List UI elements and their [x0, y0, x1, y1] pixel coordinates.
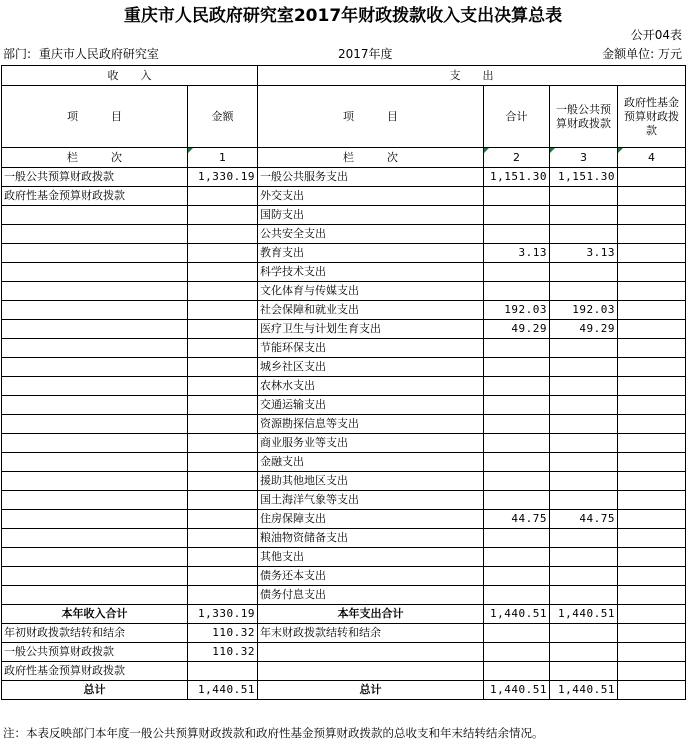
expense-fund-cell	[618, 168, 686, 187]
income-item-cell	[2, 225, 188, 244]
expense-total-cell	[484, 548, 550, 567]
income-amount-cell	[188, 187, 258, 206]
expense-fund-cell	[618, 320, 686, 339]
unit-value: 万元	[657, 47, 682, 61]
table-row	[2, 225, 686, 244]
expense-general-cell	[550, 453, 618, 472]
general-budget-header: 一般公共预算财政拨款	[550, 86, 618, 148]
cell-marker-icon	[484, 148, 489, 153]
expense-fund-cell	[618, 548, 686, 567]
carry-in-fund-row	[2, 662, 686, 681]
table-row	[2, 339, 686, 358]
expense-fund-cell	[618, 472, 686, 491]
expense-total-fund	[618, 605, 686, 624]
expense-item-cell: 外交支出	[258, 187, 484, 206]
income-item-header: 项 目	[2, 86, 188, 148]
table-row	[2, 244, 686, 263]
expense-item-cell: 金融支出	[258, 453, 484, 472]
expense-item-cell: 社会保障和就业支出	[258, 301, 484, 320]
expense-fund-cell	[618, 491, 686, 510]
empty-cell	[484, 662, 550, 681]
income-amount-cell	[188, 586, 258, 605]
expense-total-cell	[484, 339, 550, 358]
table-row	[2, 206, 686, 225]
expense-item-cell: 债务付息支出	[258, 586, 484, 605]
income-item-cell: 政府性基金预算财政拨款	[2, 187, 188, 206]
expense-total-cell: 44.75	[484, 510, 550, 529]
grand-total-right-general: 1,440.51	[550, 681, 618, 700]
expense-total-cell	[484, 225, 550, 244]
expense-general-cell	[550, 567, 618, 586]
expense-general-cell: 3.13	[550, 244, 618, 263]
expense-total-cell	[484, 529, 550, 548]
expense-item-header: 项 目	[258, 86, 484, 148]
expense-general-cell	[550, 282, 618, 301]
expense-general-cell: 49.29	[550, 320, 618, 339]
income-amount-cell	[188, 244, 258, 263]
income-item-cell	[2, 377, 188, 396]
header-row-columns	[2, 86, 686, 148]
expense-total-cell	[484, 396, 550, 415]
unit-label: 金额单位:	[602, 47, 655, 61]
grand-total-label-right: 总计	[258, 681, 484, 700]
expense-fund-cell	[618, 529, 686, 548]
income-item-cell	[2, 548, 188, 567]
grand-total-label-left: 总计	[2, 681, 188, 700]
expense-general-cell	[550, 491, 618, 510]
expense-general-cell	[550, 263, 618, 282]
table-row	[2, 529, 686, 548]
income-item-cell	[2, 396, 188, 415]
income-item-cell	[2, 434, 188, 453]
expense-total-cell: 3.13	[484, 244, 550, 263]
carry-out-label: 年末财政拨款结转和结余	[258, 624, 484, 643]
expense-fund-cell	[618, 339, 686, 358]
expense-item-cell: 公共安全支出	[258, 225, 484, 244]
income-item-cell	[2, 263, 188, 282]
table-row	[2, 472, 686, 491]
carry-out-total	[484, 624, 550, 643]
table-row	[2, 491, 686, 510]
table-row	[2, 187, 686, 206]
income-item-cell	[2, 453, 188, 472]
expense-total-cell	[484, 206, 550, 225]
income-amount-cell	[188, 396, 258, 415]
expense-header: 支 出	[258, 66, 686, 86]
table-row	[2, 282, 686, 301]
income-item-cell	[2, 472, 188, 491]
income-header: 收 入	[2, 66, 258, 86]
expense-total-cell	[484, 415, 550, 434]
expense-general-cell	[550, 415, 618, 434]
department-label: 部门:	[3, 47, 32, 61]
table-row	[2, 510, 686, 529]
expense-fund-cell	[618, 396, 686, 415]
table-row	[2, 586, 686, 605]
income-item-cell	[2, 529, 188, 548]
income-item-cell	[2, 491, 188, 510]
table-row	[2, 320, 686, 339]
expense-total-cell	[484, 377, 550, 396]
expense-total-cell: 192.03	[484, 301, 550, 320]
form-number: 公开04表	[630, 28, 682, 42]
income-item-cell	[2, 339, 188, 358]
carry-out-fund	[618, 624, 686, 643]
expense-general-cell	[550, 396, 618, 415]
expense-total-cell	[484, 491, 550, 510]
income-item-cell	[2, 510, 188, 529]
expense-item-cell: 粮油物资储备支出	[258, 529, 484, 548]
expense-fund-cell	[618, 415, 686, 434]
page-title: 重庆市人民政府研究室2017年财政拨款收入支出决算总表	[123, 6, 563, 26]
expense-general-cell	[550, 225, 618, 244]
income-amount-cell	[188, 206, 258, 225]
expense-general-cell	[550, 206, 618, 225]
carry-in-fund-label: 政府性基金预算财政拨款	[2, 662, 188, 681]
expense-item-cell: 国土海洋气象等支出	[258, 491, 484, 510]
table-row	[2, 415, 686, 434]
expense-general-cell	[550, 187, 618, 206]
empty-cell	[484, 643, 550, 662]
expense-total-cell	[484, 472, 550, 491]
expense-item-cell: 交通运输支出	[258, 396, 484, 415]
income-amount-cell: 1,330.19	[188, 168, 258, 187]
carry-over-row	[2, 624, 686, 643]
cell-marker-icon	[188, 148, 193, 153]
department-name: 重庆市人民政府研究室	[38, 47, 159, 61]
expense-item-cell: 文化体育与传媒支出	[258, 282, 484, 301]
expense-general-cell: 1,151.30	[550, 168, 618, 187]
expense-fund-cell	[618, 434, 686, 453]
expense-item-cell: 国防支出	[258, 206, 484, 225]
carry-in-label: 年初财政拨款结转和结余	[2, 624, 188, 643]
table-row	[2, 434, 686, 453]
col-index-4: 4	[618, 148, 686, 168]
col-index-2: 2	[484, 148, 550, 168]
expense-item-cell: 住房保障支出	[258, 510, 484, 529]
expense-general-cell	[550, 434, 618, 453]
expense-item-cell: 医疗卫生与计划生育支出	[258, 320, 484, 339]
budget-table	[1, 65, 686, 700]
expense-fund-cell	[618, 225, 686, 244]
empty-cell	[258, 643, 484, 662]
department	[3, 46, 159, 62]
income-amount-cell	[188, 567, 258, 586]
empty-cell	[550, 643, 618, 662]
expense-item-cell: 节能环保支出	[258, 339, 484, 358]
expense-total-cell: 1,151.30	[484, 168, 550, 187]
income-amount-header: 金额	[188, 86, 258, 148]
income-amount-cell	[188, 510, 258, 529]
carry-in-general-row	[2, 643, 686, 662]
income-amount-cell	[188, 225, 258, 244]
expense-fund-cell	[618, 510, 686, 529]
income-amount-cell	[188, 491, 258, 510]
expense-total-value: 1,440.51	[484, 605, 550, 624]
expense-item-cell: 其他支出	[258, 548, 484, 567]
expense-item-cell: 科学技术支出	[258, 263, 484, 282]
income-item-cell	[2, 586, 188, 605]
expense-general-cell	[550, 339, 618, 358]
table-row	[2, 358, 686, 377]
expense-fund-cell	[618, 567, 686, 586]
income-item-cell	[2, 244, 188, 263]
expense-fund-cell	[618, 187, 686, 206]
income-amount-cell	[188, 263, 258, 282]
empty-cell	[618, 643, 686, 662]
table-row	[2, 168, 686, 187]
income-item-cell	[2, 301, 188, 320]
grand-total-left: 1,440.51	[188, 681, 258, 700]
expense-general-cell: 44.75	[550, 510, 618, 529]
carry-in-general-value: 110.32	[188, 643, 258, 662]
table-row	[2, 453, 686, 472]
income-amount-cell	[188, 453, 258, 472]
income-total-value: 1,330.19	[188, 605, 258, 624]
expense-item-cell: 资源勘探信息等支出	[258, 415, 484, 434]
expense-fund-cell	[618, 377, 686, 396]
expense-item-cell: 商业服务业等支出	[258, 434, 484, 453]
expense-fund-cell	[618, 282, 686, 301]
expense-total-cell	[484, 282, 550, 301]
cell-marker-icon	[618, 148, 623, 153]
col-index-3: 3	[550, 148, 618, 168]
cell-marker-icon	[550, 148, 555, 153]
expense-item-cell: 教育支出	[258, 244, 484, 263]
expense-total-cell	[484, 586, 550, 605]
income-amount-cell	[188, 301, 258, 320]
income-amount-cell	[188, 358, 258, 377]
income-amount-cell	[188, 415, 258, 434]
expense-total-cell	[484, 434, 550, 453]
carry-out-general	[550, 624, 618, 643]
table-row	[2, 567, 686, 586]
table-row	[2, 396, 686, 415]
expense-general-cell: 192.03	[550, 301, 618, 320]
expense-item-cell: 一般公共服务支出	[258, 168, 484, 187]
income-item-cell	[2, 282, 188, 301]
fiscal-year: 2017年度	[338, 47, 393, 61]
expense-general-cell	[550, 529, 618, 548]
expense-general-cell	[550, 586, 618, 605]
expense-fund-cell	[618, 301, 686, 320]
expense-general-cell	[550, 472, 618, 491]
carry-in-fund-value	[188, 662, 258, 681]
unit	[602, 46, 682, 62]
empty-cell	[258, 662, 484, 681]
expense-fund-cell	[618, 358, 686, 377]
total-header: 合计	[484, 86, 550, 148]
income-item-cell	[2, 415, 188, 434]
income-item-cell	[2, 567, 188, 586]
carry-in-general-label: 一般公共预算财政拨款	[2, 643, 188, 662]
income-amount-cell	[188, 377, 258, 396]
expense-fund-cell	[618, 263, 686, 282]
footnote: 注：本表反映部门本年度一般公共预算财政拨款和政府性基金预算财政拨款的总收支和年末结转结余情况。	[3, 726, 544, 740]
gov-fund-header: 政府性基金预算财政拨款	[618, 86, 686, 148]
income-item-cell	[2, 206, 188, 225]
annual-total-row	[2, 605, 686, 624]
expense-total-label: 本年支出合计	[258, 605, 484, 624]
income-item-cell	[2, 358, 188, 377]
expense-total-cell	[484, 263, 550, 282]
expense-item-cell: 城乡社区支出	[258, 358, 484, 377]
expense-item-cell: 债务还本支出	[258, 567, 484, 586]
expense-fund-cell	[618, 244, 686, 263]
income-amount-cell	[188, 472, 258, 491]
income-item-cell	[2, 320, 188, 339]
income-amount-cell	[188, 529, 258, 548]
income-amount-cell	[188, 282, 258, 301]
empty-cell	[550, 662, 618, 681]
expense-general-cell	[550, 377, 618, 396]
expense-item-cell: 援助其他地区支出	[258, 472, 484, 491]
expense-total-cell	[484, 567, 550, 586]
income-amount-cell	[188, 320, 258, 339]
income-amount-cell	[188, 548, 258, 567]
expense-item-cell: 农林水支出	[258, 377, 484, 396]
table-row	[2, 263, 686, 282]
income-total-label: 本年收入合计	[2, 605, 188, 624]
column-index-row	[2, 148, 686, 168]
expense-fund-cell	[618, 586, 686, 605]
expense-fund-cell	[618, 453, 686, 472]
empty-cell	[618, 662, 686, 681]
grand-total-right: 1,440.51	[484, 681, 550, 700]
income-amount-cell	[188, 434, 258, 453]
lanci-label-right: 栏 次	[258, 148, 484, 168]
table-row	[2, 548, 686, 567]
expense-fund-cell	[618, 206, 686, 225]
expense-total-general: 1,440.51	[550, 605, 618, 624]
col-index-1: 1	[188, 148, 258, 168]
grand-total-right-fund	[618, 681, 686, 700]
expense-general-cell	[550, 548, 618, 567]
expense-total-cell	[484, 187, 550, 206]
carry-in-value: 110.32	[188, 624, 258, 643]
header-row-group	[2, 66, 686, 86]
lanci-label-left: 栏 次	[2, 148, 188, 168]
expense-general-cell	[550, 358, 618, 377]
table-row	[2, 377, 686, 396]
grand-total-row	[2, 681, 686, 700]
table-row	[2, 301, 686, 320]
income-amount-cell	[188, 339, 258, 358]
expense-total-cell	[484, 453, 550, 472]
expense-total-cell	[484, 358, 550, 377]
expense-total-cell: 49.29	[484, 320, 550, 339]
income-item-cell: 一般公共预算财政拨款	[2, 168, 188, 187]
